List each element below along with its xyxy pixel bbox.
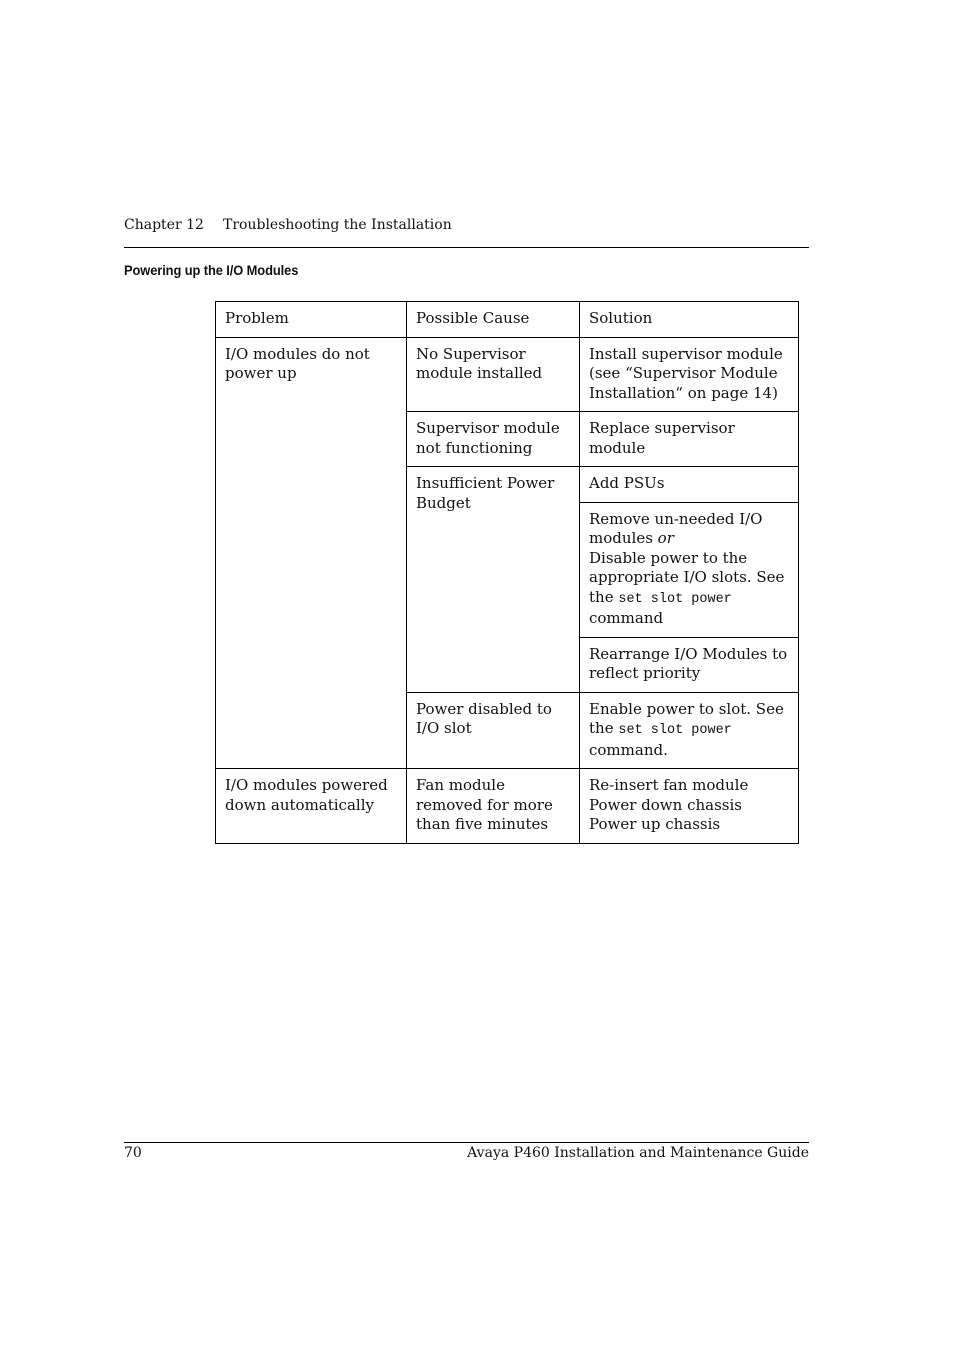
chapter-title: Troubleshooting the Installation	[223, 217, 452, 233]
table-row	[216, 337, 799, 412]
solution-cell: Rearrange I/O Modules to reflect priority	[580, 637, 799, 692]
solution-text: Disable power to the appropriate I/O slots. See the	[589, 548, 785, 606]
solution-text: Remove un-needed I/O modules	[589, 509, 763, 547]
header-rule	[124, 247, 809, 248]
problem-cell: I/O modules do not power up	[216, 337, 407, 769]
section-title: Powering up the I/O Modules	[124, 262, 299, 278]
command-text: set slot power	[618, 591, 732, 607]
cause-cell: Insufficient Power Budget	[407, 467, 580, 693]
solution-cell	[580, 769, 799, 844]
solution-line: Power up chassis	[589, 815, 721, 833]
table-row	[216, 769, 799, 844]
solution-cell	[580, 502, 799, 637]
footer-rule	[124, 1142, 809, 1143]
cause-cell: Power disabled to I/O slot	[407, 692, 580, 769]
solution-line: Re-insert fan module	[589, 776, 749, 794]
solution-text: command.	[589, 740, 668, 759]
solution-cell	[580, 692, 799, 769]
command-text: set slot power	[618, 723, 732, 738]
guide-title: Avaya P460 Installation and Maintenance Guide	[467, 1145, 809, 1161]
solution-text: Enable power to slot. See the	[589, 699, 784, 737]
troubleshooting-table	[215, 301, 799, 844]
chapter-label: Chapter 12	[124, 217, 204, 233]
header-cell-cause: Possible Cause	[407, 302, 580, 338]
solution-line: Power down chassis	[589, 795, 742, 814]
cause-cell: Fan module removed for more than five minutes	[407, 769, 580, 844]
page-number: 70	[124, 1145, 142, 1161]
solution-text: command	[589, 609, 664, 627]
header-cell-solution: Solution	[580, 302, 799, 338]
cause-cell: No Supervisor module installed	[407, 337, 580, 412]
problem-cell: I/O modules powered down automatically	[216, 769, 407, 844]
solution-conjunction: or	[657, 529, 674, 547]
solution-cell: Add PSUs	[580, 467, 799, 503]
solution-cell: Replace supervisor module	[580, 412, 799, 467]
table-header-row	[216, 302, 799, 338]
running-header	[124, 216, 809, 234]
cause-cell: Supervisor module not functioning	[407, 412, 580, 467]
solution-cell: Install supervisor module (see “Supervisor Module Installation“ on page 14)	[580, 337, 799, 412]
header-cell-problem: Problem	[216, 302, 407, 338]
